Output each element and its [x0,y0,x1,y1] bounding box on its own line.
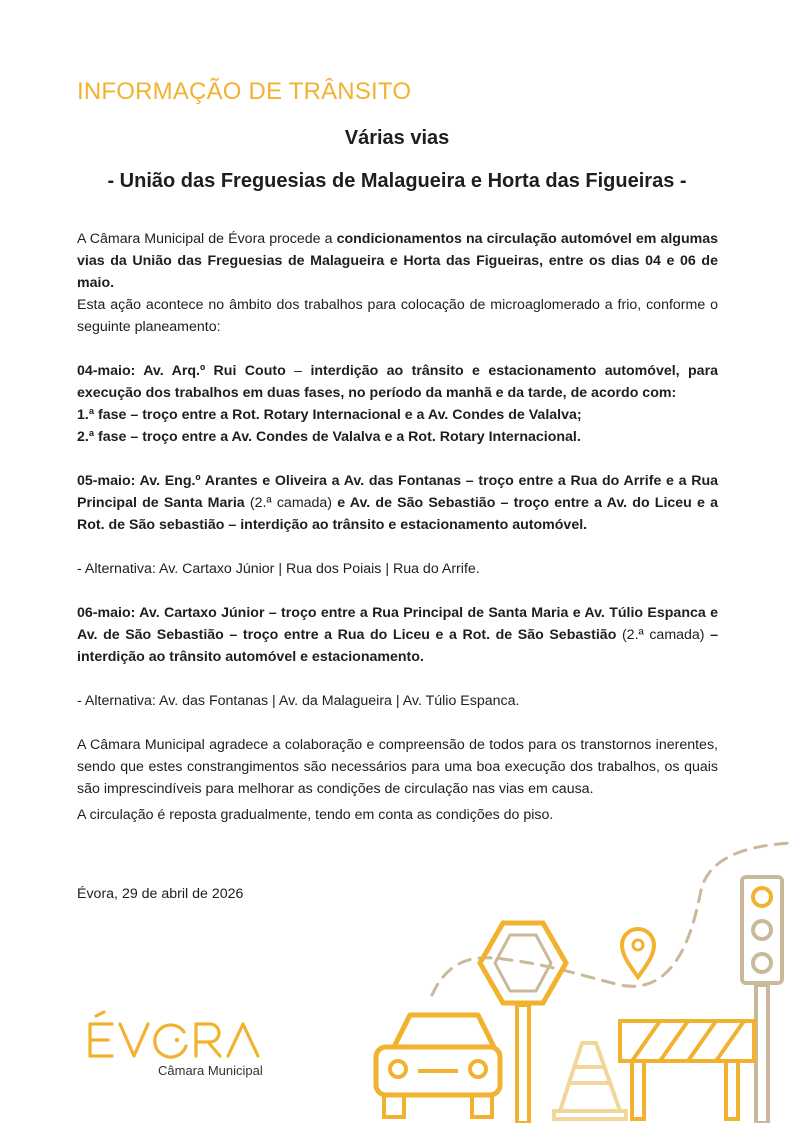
closing-paragraph: A Câmara Municipal agradece a colaboração e compreensão de todos para os transtornos inerentes, sendo que estes constrangimentos são necessários para uma boa execução dos trabalhos, os quais são imprescindíveis para melhorar as condições de circulação nas vias em causa. [77,737,718,797]
schedule-day-05: 05-maio: Av. Eng.º Arantes e Oliveira a Av. das Fontanas – troço entre a Rua do Arrife e a Rua Principal de Santa Maria (2.ª camada) e Av. de São Sebastião – troço entre a Av. do Liceu e a Rot. de São sebastião – interdição ao trânsito e estacionamento automóvel. [77,473,718,533]
alternative-day-05: - Alternativa: Av. Cartaxo Júnior | Rua dos Poiais | Rua do Arrife. [77,561,480,577]
notice-body [77,228,718,826]
barrier-icon [620,1021,754,1119]
schedule-day-06: 06-maio: Av. Cartaxo Júnior – troço entre a Rua Principal de Santa Maria e Av. Túlio Espanca e Av. de São Sebastião – troço entre a Rua do Liceu e a Rot. de São Sebastião (2.ª camada) – interdição ao trânsito automóvel e estacionamento. [77,605,718,665]
car-icon [376,1015,500,1117]
traffic-light-icon [742,877,782,1123]
date-line: Évora, 29 de abril de 2026 [77,886,244,902]
intro-paragraph: A Câmara Municipal de Évora procede a condicionamentos na circulação automóvel em algumas vias da União das Freguesias de Malagueira e Horta das Figueiras, entre os dias 04 e 06 de maio. [77,231,719,291]
page-header: INFORMAÇÃO DE TRÂNSITO [77,78,412,105]
page-title: Várias vias [344,127,450,149]
page-subtitle: - União das Freguesias de Malagueira e Horta das Figueiras - [107,170,687,192]
traffic-illustration [370,835,794,1123]
schedule-day-04: 04-maio: Av. Arq.º Rui Couto – interdição ao trânsito e estacionamento automóvel, para execução dos trabalhos em duas fases, no período da manhã e da tarde, de acordo com: [77,363,718,401]
restore-paragraph: A circulação é reposta gradualmente, tendo em conta as condições do piso. [77,807,554,823]
map-pin-icon [622,929,654,977]
traffic-cone-icon [554,1043,626,1119]
phase-2: 2.ª fase – troço entre a Av. Condes de Valalva e a Rot. Rotary Internacional. [77,429,581,445]
alternative-day-06: - Alternativa: Av. das Fontanas | Av. da Malagueira | Av. Túlio Espanca. [77,693,520,709]
context-paragraph: Esta ação acontece no âmbito dos trabalhos para colocação de microaglomerado a frio, conforme o seguinte planeamento: [77,297,718,335]
logo-subtitle: Câmara Municipal [158,1063,263,1078]
phase-1: 1.ª fase – troço entre a Rot. Rotary Internacional e a Av. Condes de Valalva; [77,407,582,423]
